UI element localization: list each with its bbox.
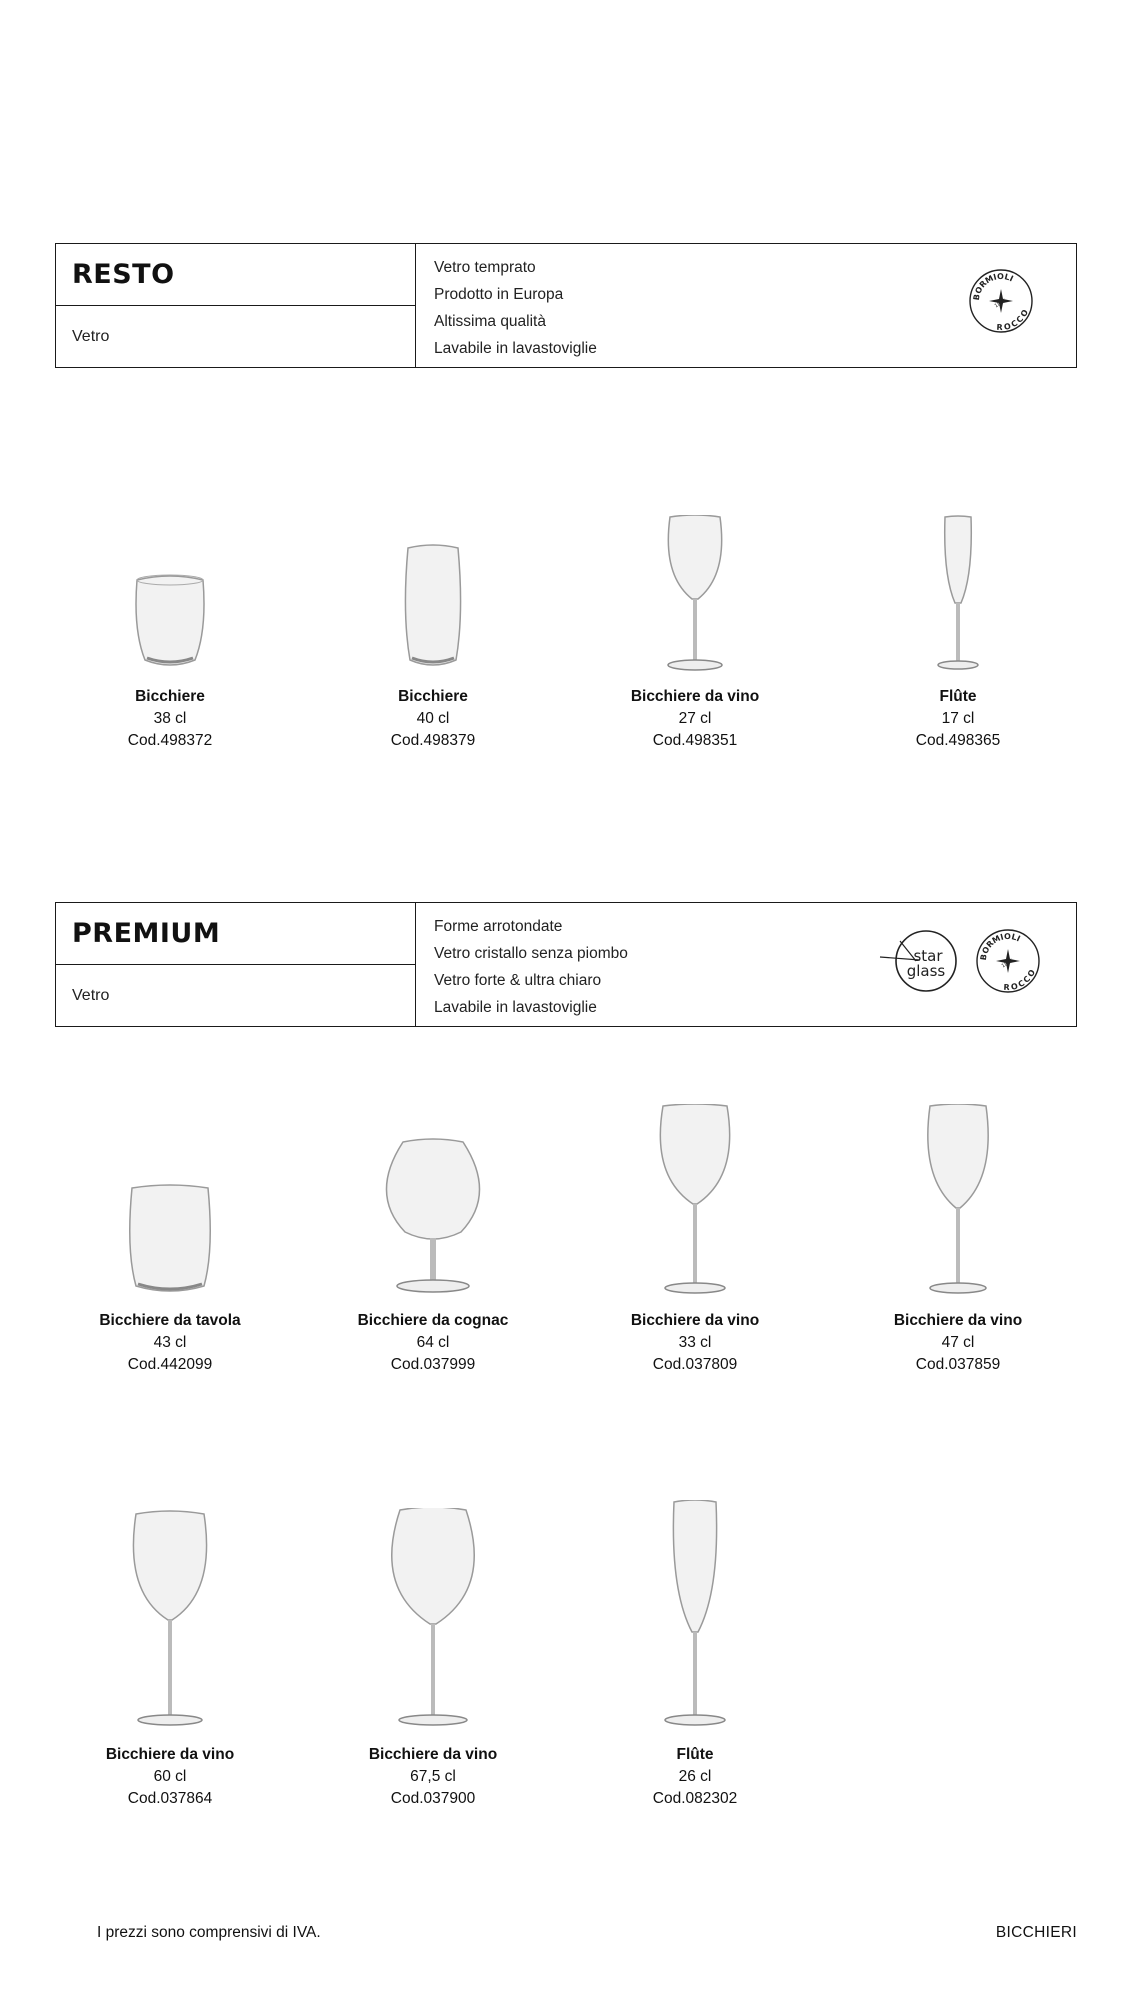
product-name: Bicchiere da vino: [630, 1312, 760, 1329]
product-card: [575, 1104, 815, 1376]
product-volume: 47 cl: [941, 1334, 975, 1351]
product-card: [313, 544, 553, 752]
section-resto-header: [55, 243, 1077, 368]
svg-text:ROCCO: ROCCO: [996, 308, 1031, 333]
section-title: PREMIUM: [56, 903, 415, 965]
product-name: Bicchiere da vino: [105, 1746, 235, 1763]
feature-item: Vetro forte & ultra chiaro: [434, 972, 602, 989]
tumbler-glass-image: [115, 560, 225, 680]
svg-text:ROCCO: ROCCO: [1003, 968, 1038, 993]
product-volume: 60 cl: [153, 1768, 187, 1785]
product-volume: 43 cl: [153, 1334, 187, 1351]
footer-category: BICCHIERI: [995, 1924, 1077, 1941]
wine-glass-image: [640, 515, 750, 680]
product-code: Cod.037999: [390, 1356, 476, 1373]
section-material: Vetro: [72, 327, 110, 345]
bormioli-rocco-logo: [967, 267, 1035, 335]
product-name: Bicchiere da vino: [893, 1312, 1023, 1329]
product-card: [575, 515, 815, 752]
feature-item: Forme arrotondate: [434, 918, 563, 935]
feature-item: Lavabile in lavastoviglie: [434, 340, 597, 357]
product-code: Cod.442099: [127, 1356, 213, 1373]
flute-glass-image: [640, 1500, 750, 1738]
product-card: [50, 560, 290, 752]
product-name: Bicchiere: [135, 688, 205, 705]
svg-text:BORMIOLI: BORMIOLI: [971, 271, 1015, 301]
product-card: [838, 1104, 1078, 1376]
product-card: [50, 1508, 290, 1810]
wine-glass-image: [368, 1508, 498, 1738]
product-code: Cod.498372: [127, 732, 213, 749]
flute-glass-image: [903, 515, 1013, 680]
product-name: Flûte: [676, 1746, 714, 1763]
product-name: Bicchiere da vino: [368, 1746, 498, 1763]
section-title-panel: [56, 903, 416, 1026]
product-volume: 17 cl: [941, 710, 975, 727]
section-title: RESTO: [56, 244, 415, 306]
tall-tumbler-glass-image: [378, 544, 488, 680]
footer-vat-note: I prezzi sono comprensivi di IVA.: [97, 1924, 321, 1941]
product-code: Cod.498351: [652, 732, 738, 749]
product-card: [838, 515, 1078, 752]
product-code: Cod.037864: [127, 1790, 213, 1807]
star-glass-line1: star: [913, 947, 943, 965]
table-glass-image: [110, 1180, 230, 1304]
feature-item: Altissima qualità: [434, 313, 546, 330]
wine-glass-image: [898, 1104, 1018, 1304]
product-volume: 64 cl: [416, 1334, 450, 1351]
features-panel: [416, 903, 1076, 1026]
svg-text:1825: 1825: [1000, 957, 1015, 970]
product-code: Cod.037859: [915, 1356, 1001, 1373]
product-volume: 33 cl: [678, 1334, 712, 1351]
product-volume: 27 cl: [678, 710, 712, 727]
cognac-glass-image: [363, 1134, 503, 1304]
product-code: Cod.037809: [652, 1356, 738, 1373]
product-card: [313, 1134, 553, 1376]
feature-item: Vetro cristallo senza piombo: [434, 945, 628, 962]
wine-glass-image: [635, 1104, 755, 1304]
star-glass-line2: glass: [906, 962, 946, 980]
product-card: [575, 1500, 815, 1810]
star-glass-logo: [876, 927, 966, 995]
wine-glass-image: [110, 1508, 230, 1738]
product-name: Flûte: [939, 688, 977, 705]
product-name: Bicchiere da cognac: [357, 1312, 509, 1329]
section-title-panel: [56, 244, 416, 367]
feature-item: Vetro temprato: [434, 259, 536, 276]
svg-text:1825: 1825: [993, 297, 1008, 310]
product-name: Bicchiere da vino: [630, 688, 760, 705]
product-code: Cod.498365: [915, 732, 1001, 749]
feature-item: Prodotto in Europa: [434, 286, 564, 303]
svg-text:BORMIOLI: BORMIOLI: [978, 931, 1022, 961]
product-volume: 67,5 cl: [410, 1768, 456, 1785]
product-volume: 40 cl: [416, 710, 450, 727]
product-code: Cod.082302: [652, 1790, 738, 1807]
features-panel: [416, 244, 1076, 367]
section-material: Vetro: [72, 986, 110, 1004]
product-name: Bicchiere: [398, 688, 468, 705]
product-card: [313, 1508, 553, 1810]
product-volume: 26 cl: [678, 1768, 712, 1785]
product-volume: 38 cl: [153, 710, 187, 727]
product-code: Cod.037900: [390, 1790, 476, 1807]
product-card: [50, 1180, 290, 1376]
bormioli-rocco-logo: [974, 927, 1042, 995]
product-code: Cod.498379: [390, 732, 476, 749]
product-name: Bicchiere da tavola: [99, 1312, 241, 1329]
feature-item: Lavabile in lavastoviglie: [434, 999, 597, 1016]
section-premium-header: [55, 902, 1077, 1027]
